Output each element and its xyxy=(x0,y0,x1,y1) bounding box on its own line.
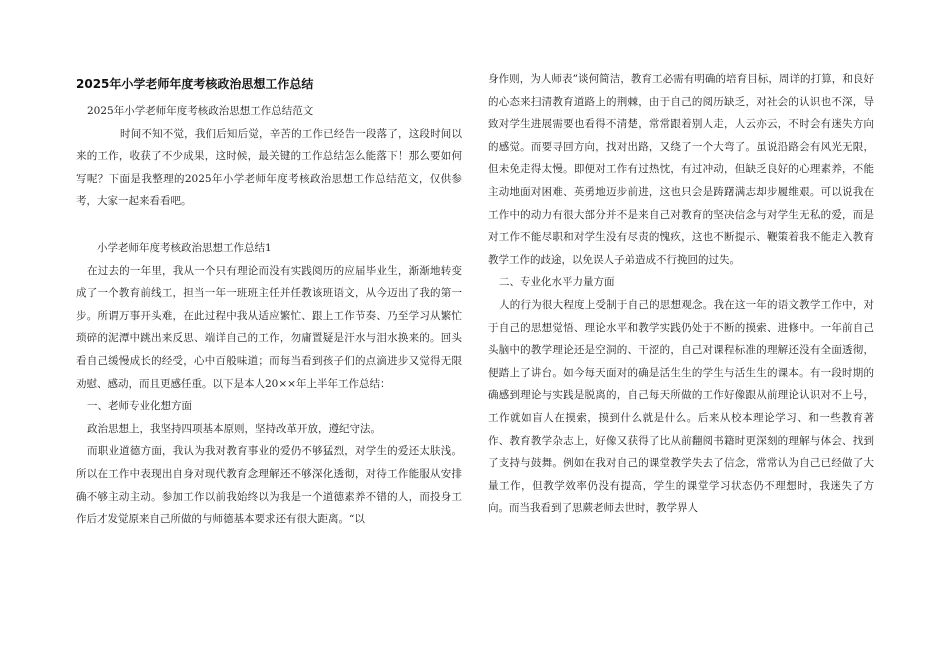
body-paragraph-1: 在过去的一年里，我从一个只有理论而没有实践阅历的应届毕业生，渐渐地转变成了一个教育前线工，担当一年一班班主任并任教该班语文，从今迈出了我的第一步。所谓万事开头难，在此过程中我从适应繁忙、跟上工作节奏、乃至学习从繁忙琐碎的泥潭中跳出来反思、端详自己的工作，勿庸置疑是汗水与泪水换来的。回头看自己缓慢成长的经受，心中百般味道；而每当看到孩子们的点滴进步又觉得无限劝慰、感动，而且更感任重。以下是本人20××年上半年工作总结： xyxy=(76,264,462,390)
document-subtitle: 2025年小学老师年度考核政治思想工作总结范文 xyxy=(87,105,314,117)
body-paragraph-2: 政治思想上，我坚持四项基本原则，坚持改革开放，遵纪守法。 xyxy=(87,422,381,435)
body-paragraph-3-continued: 身作则，为人师表”谈何简洁，教育工必需有明确的培育目标，周详的打算，和良好的心态来扫清教育道路上的荆棘，由于自己的阅历缺乏，对社会的认识也不深，导致对学生进展需要也看得不清楚，常常跟着别人走，人云亦云，不时会有迷失方向的感觉。而要寻回方向，找对出路，又绕了一个大弯了。虽说沿路会有风光无限，但未免走得太慢。即便对工作有过热忱，有过冲动，但缺乏良好的心理素养，不能主动地面对困难、英勇地迈步前进，这也只会是踌躇满志却步履维艰。可以说我在工作中的动力有很大部分并不是来自己对教育的坚决信念与对学生无私的爱，而是对工作不能尽职和对学生没有尽责的愧疚，这也不断提示、鞭策着我不能走入教育教学工作的歧途，以免误人子弟造成不行挽回的过失。 xyxy=(488,73,874,266)
intro-paragraph: 时间不知不觉，我们后知后觉，辛苦的工作已经告一段落了，这段时间以来的工作，收获了不少成果，这时候，最关键的工作总结怎么能落下！那么要如何写呢？下面是我整理的2025年小学老师年度考核政治思想工作总结范文，仅供参考，大家一起来看看吧。 xyxy=(76,127,462,208)
body-paragraph-4: 人的行为很大程度上受制于自己的思想观念。我在这一年的语文教学工作中，对于自己的思想觉悟、理论水平和教学实践仍处于不断的摸索、进修中。一年前自己头脑中的教学理论还是空洞的、干涩的，自己对课程标准的理解还没有全面透彻，便踏上了讲台。如今每天面对的确是活生生的学生与活生生的课本。有一段时期的确感到理论与实践是脱离的，自己每天所做的工作好像跟从前理论认识对不上号，工作就如盲人在摸索，摸到什么就是什么。后来从校本理论学习、和一些教育著作、教育教学杂志上，好像又获得了比从前翻阅书籍时更深刻的理解与体会、找到了支持与鼓舞。例如在我对自己的课堂教学失去了信念，常常认为自己已经做了大量工作，但教学效率仍没有提高，学生的课堂学习状态仍不理想时，我迷失了方向。而当我看到了思蕨老师去世时，教学界人 xyxy=(488,298,874,515)
section-title: 小学老师年度考核政治思想工作总结1 xyxy=(97,241,272,254)
left-column xyxy=(76,68,462,531)
heading-1: 一、老师专业化想方面 xyxy=(87,400,192,413)
right-column xyxy=(488,68,874,520)
document-title: 2025年小学老师年度考核政治思想工作总结 xyxy=(76,77,314,91)
heading-2: 二、专业化水平力量方面 xyxy=(499,276,615,289)
section-spacer xyxy=(76,213,462,237)
body-paragraph-3: 而职业道德方面，我认为我对教育事业的爱仍不够猛烈，对学生的爱还太肤浅。所以在工作中表现出自身对现代教育念理解还不够深化透彻，对待工作能服从安排确不够主动主动。参加工作以前我始终以为我是一个道德素养不错的人，而投身工作后才发觉原来自己所做的与师德基本要求还有很大距离。“以 xyxy=(76,445,462,526)
